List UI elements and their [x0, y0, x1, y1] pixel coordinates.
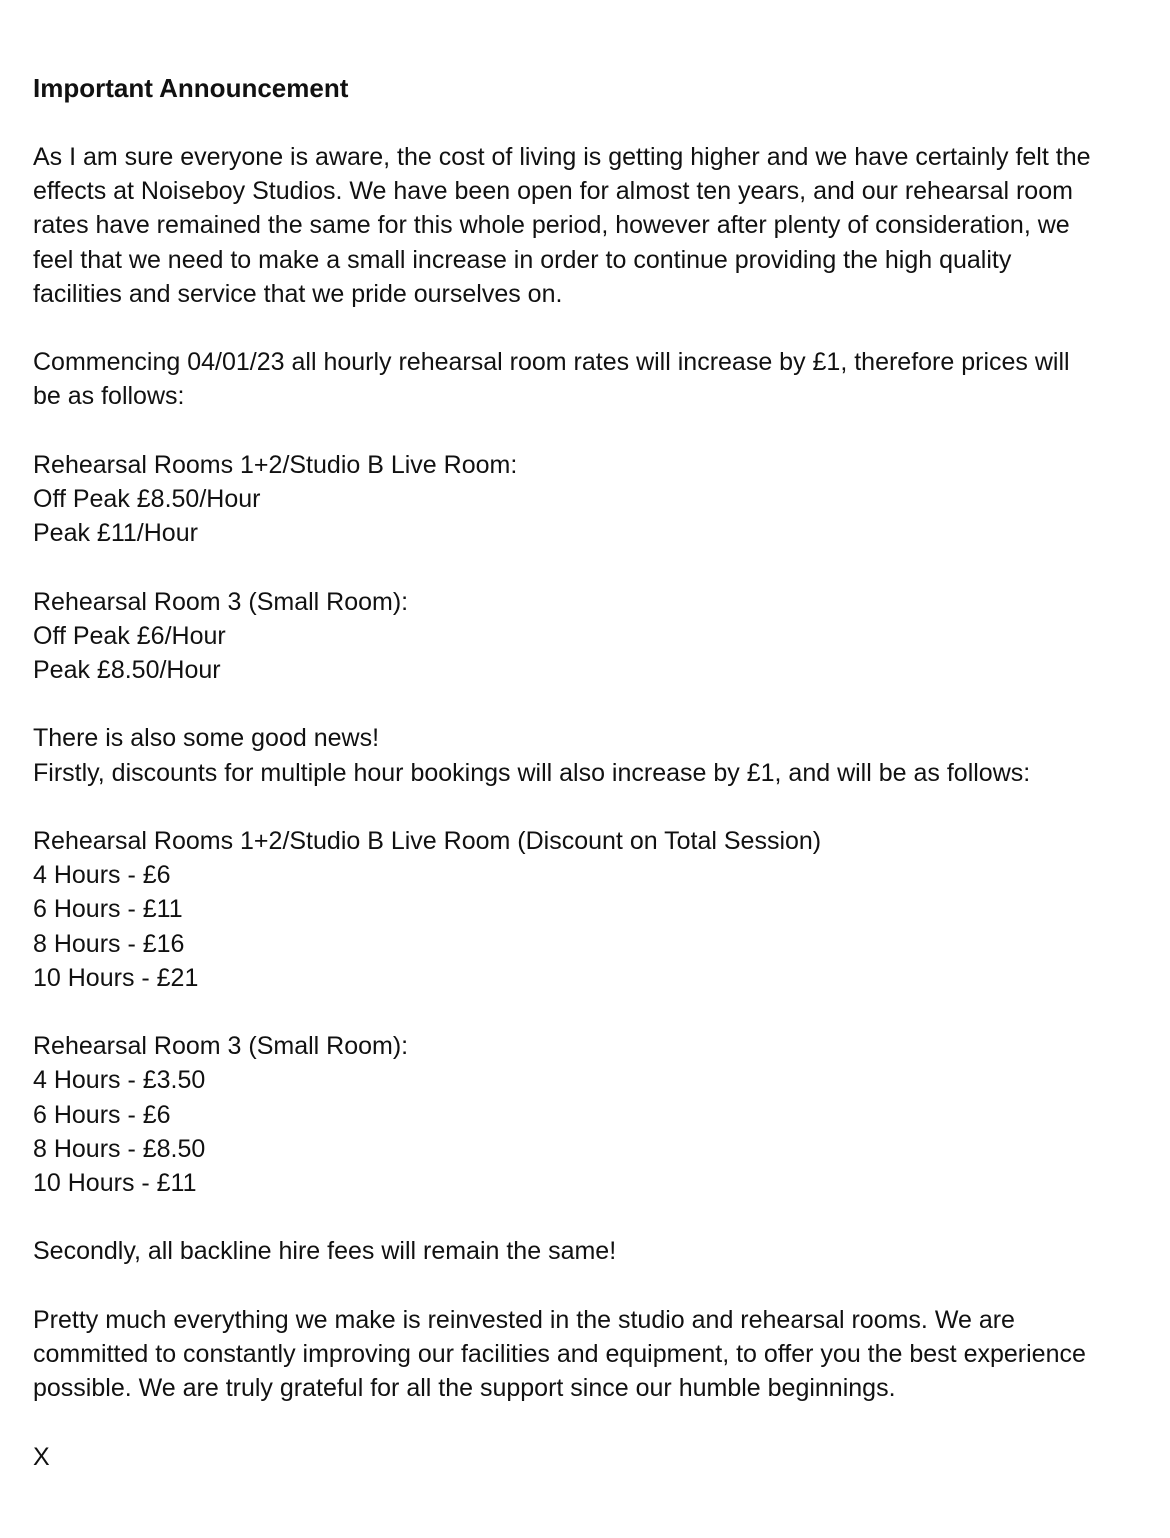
backline-line: Secondly, all backline hire fees will remain the same!: [33, 1237, 617, 1266]
commencing-paragraph: [33, 345, 1143, 413]
closing-line: Pretty much everything we make is reinvested in the studio and rehearsal rooms. We are: [33, 1305, 1015, 1334]
signoff-paragraph: [33, 1440, 1143, 1474]
discount-item: 6 Hours - £6: [33, 1100, 171, 1129]
signoff: X: [33, 1442, 50, 1471]
discount-item: 10 Hours - £11: [33, 1169, 197, 1197]
rates-room-3-section: [33, 585, 1143, 688]
discount-item: 10 Hours - £21: [33, 963, 199, 992]
closing-paragraph: [33, 1303, 1143, 1406]
discounts-rooms-1-2-section: [33, 824, 1143, 995]
rates-room-3-off-peak: Off Peak £6/Hour: [33, 621, 226, 650]
announcement-document: [33, 70, 1143, 1508]
discount-item: 4 Hours - £3.50: [33, 1066, 206, 1095]
rates-rooms-1-2-section: [33, 448, 1143, 551]
discounts-room-3-section: [33, 1029, 1143, 1200]
discount-item: 4 Hours - £6: [33, 861, 171, 890]
backline-paragraph: [33, 1234, 1143, 1268]
good-news-line: Firstly, discounts for multiple hour bookings will also increase by £1, and will be as follows:: [33, 758, 1031, 787]
good-news-line: There is also some good news!: [33, 724, 380, 753]
intro-line: rates have remained the same for this whole period, however after plenty of consideration, we: [33, 211, 1070, 240]
rates-rooms-1-2-off-peak: Off Peak £8.50/Hour: [33, 485, 261, 513]
closing-line: committed to constantly improving our facilities and equipment, to offer you the best experience: [33, 1339, 1086, 1368]
discount-item: 8 Hours - £8.50: [33, 1134, 206, 1163]
rates-rooms-1-2-heading: Rehearsal Rooms 1+2/Studio B Live Room:: [33, 450, 518, 479]
discounts-rooms-1-2-heading: Rehearsal Rooms 1+2/Studio B Live Room (Discount on Total Session): [33, 826, 822, 855]
intro-line: effects at Noiseboy Studios. We have been open for almost ten years, and our rehearsal room: [33, 177, 1073, 206]
discount-item: 6 Hours - £11: [33, 895, 183, 924]
good-news-paragraph: [33, 721, 1143, 789]
rates-room-3-peak: Peak £8.50/Hour: [33, 656, 221, 684]
discounts-room-3-heading: Rehearsal Room 3 (Small Room):: [33, 1032, 409, 1061]
rates-rooms-1-2-peak: Peak £11/Hour: [33, 519, 198, 548]
intro-line: As I am sure everyone is aware, the cost of living is getting higher and we have certainly felt the: [33, 143, 1091, 171]
commencing-line: Commencing 04/01/23 all hourly rehearsal room rates will increase by £1, therefore prices will: [33, 348, 1070, 377]
intro-line: feel that we need to make a small increase in order to continue providing the high quality: [33, 245, 1012, 274]
rates-room-3-heading: Rehearsal Room 3 (Small Room):: [33, 587, 409, 616]
discount-item: 8 Hours - £16: [33, 929, 185, 958]
commencing-line: be as follows:: [33, 382, 185, 411]
document-title: Important Announcement: [33, 73, 349, 103]
intro-line: facilities and service that we pride ourselves on.: [33, 279, 563, 308]
intro-paragraph: [33, 140, 1143, 311]
closing-line: possible. We are truly grateful for all the support since our humble beginnings.: [33, 1374, 896, 1403]
